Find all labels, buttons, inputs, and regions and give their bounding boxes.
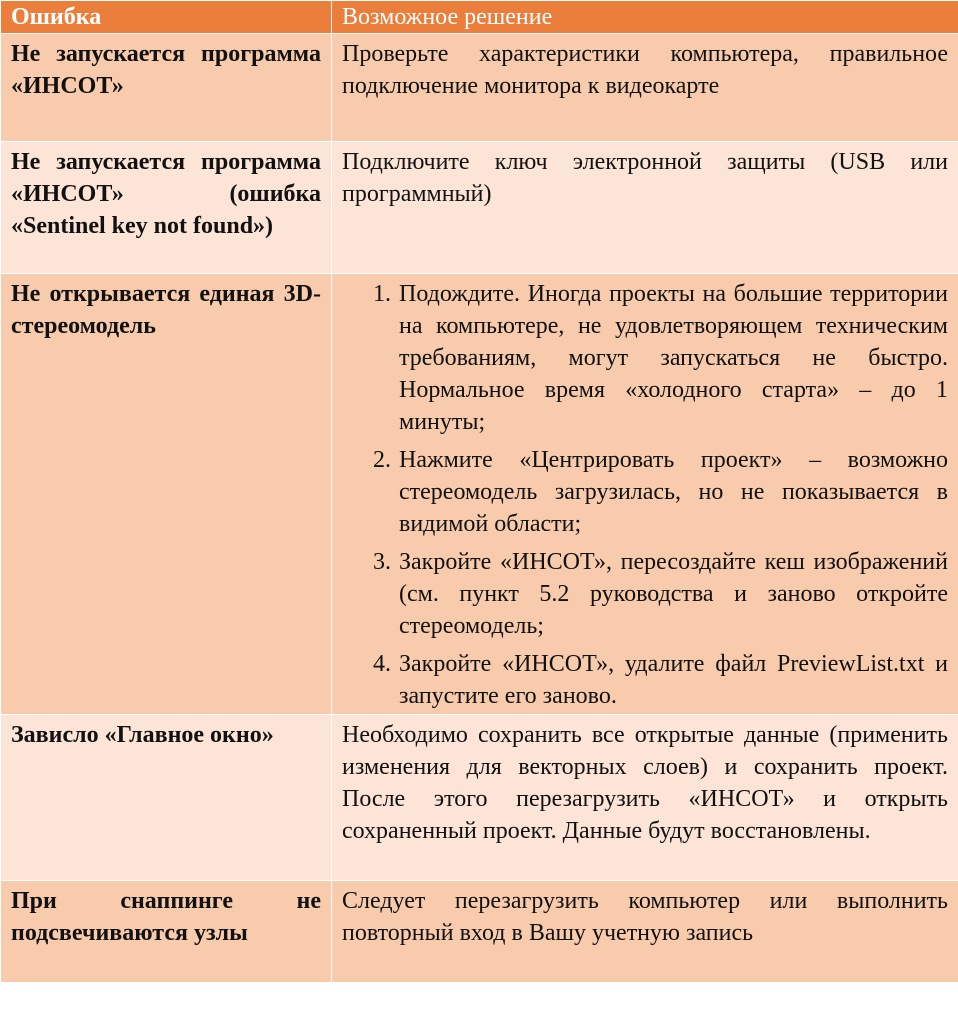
- steps-list: [342, 278, 948, 712]
- solution-cell: Необходимо сохранить все открытые данные (применить изменения для векторных слоев) и сохранить проект. После этого перезагрузить «ИНСОТ» и открыть сохраненный проект. Данные будут восстановлены.: [332, 715, 958, 881]
- table-row: [1, 881, 958, 983]
- list-item: 3. Закройте «ИНСОТ», пересоздайте кеш изображений (см. пункт 5.2 руководства и заново откройте стереомодель;: [397, 546, 948, 642]
- table-row: [1, 142, 958, 274]
- error-cell: При снаппинге не подсвечиваются узлы: [1, 881, 332, 983]
- error-cell: Не открывается единая 3D-стереомодель: [1, 274, 332, 715]
- header-row: [1, 1, 958, 34]
- list-item: 1. Подождите. Иногда проекты на большие территории на компьютере, не удовлетворяющем техническим требованиям, могут запускаться не быстро. Нормальное время «холодного старта» – до 1 минуты;: [397, 278, 948, 438]
- list-item: 4. Закройте «ИНСОТ», удалите файл PreviewList.txt и запустите его заново.: [397, 648, 948, 712]
- solution-cell: Проверьте характеристики компьютера, правильное подключение монитора к видеокарте: [332, 34, 958, 142]
- table-body: [1, 34, 958, 983]
- table-row: [1, 274, 958, 715]
- error-cell: Не запускается программа «ИНСОТ» (ошибка «Sentinel key not found»): [1, 142, 332, 274]
- table-header: [1, 1, 958, 34]
- list-item: 2. Нажмите «Центрировать проект» – возможно стереомодель загрузилась, но не показывается в видимой области;: [397, 444, 948, 540]
- table-row: [1, 715, 958, 881]
- error-cell: Не запускается программа «ИНСОТ»: [1, 34, 332, 142]
- solution-cell: Следует перезагрузить компьютер или выполнить повторный вход в Вашу учетную запись: [332, 881, 958, 983]
- solution-cell: [332, 274, 958, 715]
- solution-cell: Подключите ключ электронной защиты (USB или программный): [332, 142, 958, 274]
- header-solution: Возможное решение: [332, 1, 958, 34]
- table-row: [1, 34, 958, 142]
- header-error: Ошибка: [1, 1, 332, 34]
- error-cell: Зависло «Главное окно»: [1, 715, 332, 881]
